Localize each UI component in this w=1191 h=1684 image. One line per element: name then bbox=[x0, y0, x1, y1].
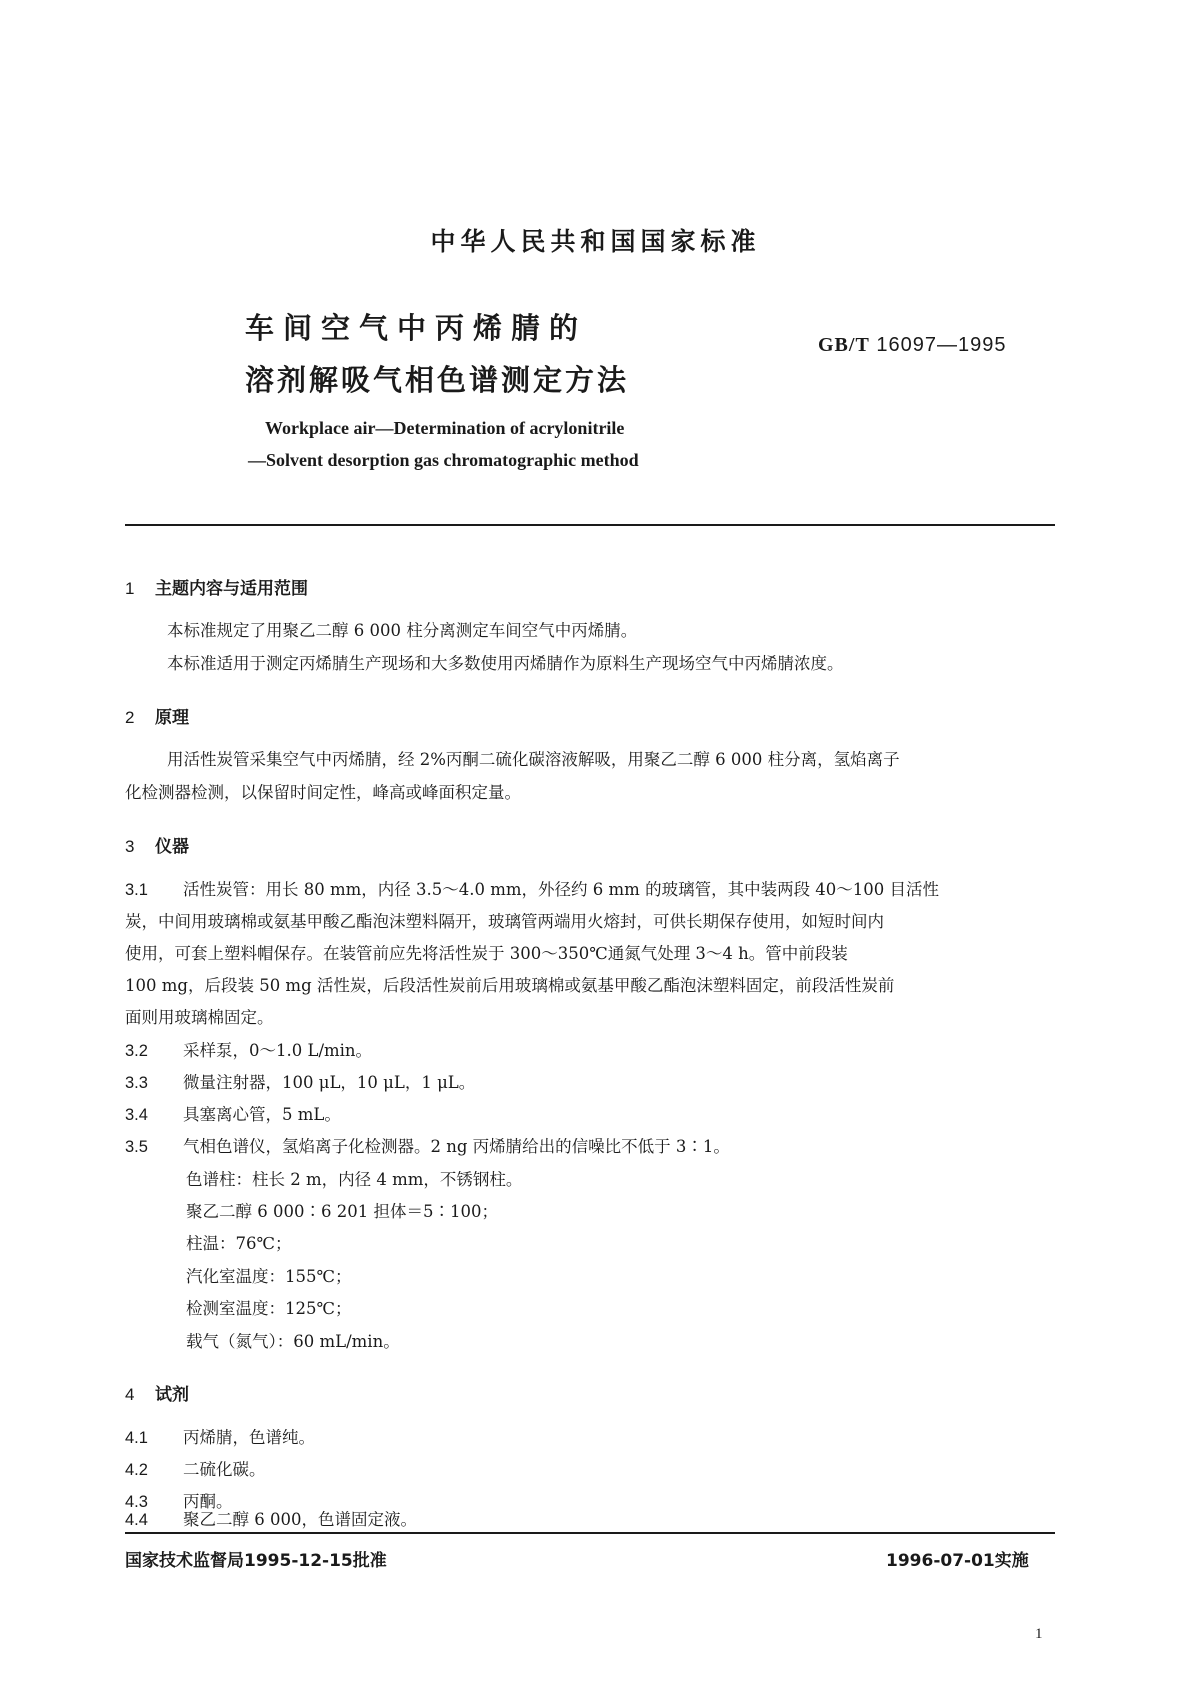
standard-code-prefix: GB/T bbox=[818, 334, 870, 356]
sub-item: 载气（氮气）：60 mL/min。 bbox=[186, 1332, 400, 1351]
sub-item: 汽化室温度：155℃； bbox=[186, 1267, 352, 1286]
item-number: 4.4 bbox=[125, 1511, 148, 1529]
section-4-heading bbox=[125, 1380, 189, 1405]
sub-item: 柱温：76℃； bbox=[186, 1234, 292, 1253]
item-text: 气相色谱仪，氢焰离子化检测器。2 ng 丙烯腈给出的信噪比不低于 3∶1。 bbox=[183, 1137, 730, 1156]
english-title-line-2: —Solvent desorption gas chromatographic method bbox=[248, 450, 639, 470]
section-1-heading bbox=[125, 574, 308, 599]
paragraph: 使用，可套上塑料帽保存。在装管前应先将活性炭于 300～350℃通氮气处理 3～4 h。管中前段装 bbox=[125, 944, 848, 963]
list-item bbox=[125, 1037, 372, 1061]
item-text: 丙烯腈，色谱纯。 bbox=[183, 1428, 315, 1447]
approval-line: 国家技术监督局1995-12-15批准 bbox=[125, 1551, 387, 1571]
section-number: 2 bbox=[125, 708, 135, 727]
item-number: 3.3 bbox=[125, 1074, 148, 1092]
item-number: 3.5 bbox=[125, 1138, 148, 1156]
item-number: 4.1 bbox=[125, 1429, 148, 1447]
section-number: 1 bbox=[125, 579, 135, 598]
item-number: 3.1 bbox=[125, 881, 148, 899]
paragraph: 本标准规定了用聚乙二醇 6 000 柱分离测定车间空气中丙烯腈。 bbox=[167, 621, 638, 640]
list-item bbox=[125, 1456, 266, 1480]
implementation-date: 1996-07-01实施 bbox=[886, 1551, 1029, 1571]
item-number: 4.3 bbox=[125, 1493, 148, 1511]
section-title: 试剂 bbox=[155, 1385, 189, 1405]
standard-code bbox=[818, 334, 1006, 357]
paragraph: 化检测器检测，以保留时间定性，峰高或峰面积定量。 bbox=[125, 783, 521, 802]
list-item bbox=[125, 1069, 475, 1093]
sub-item: 聚乙二醇 6 000∶6 201 担体＝5∶100； bbox=[186, 1202, 498, 1221]
list-item bbox=[125, 876, 939, 900]
list-item bbox=[125, 1506, 417, 1530]
item-text: 采样泵，0～1.0 L/min。 bbox=[183, 1041, 373, 1060]
paragraph: 本标准适用于测定丙烯腈生产现场和大多数使用丙烯腈作为原料生产现场空气中丙烯腈浓度。 bbox=[167, 654, 844, 673]
paragraph: 炭，中间用玻璃棉或氨基甲酸乙酯泡沫塑料隔开，玻璃管两端用火熔封，可供长期保存使用，如短时间内 bbox=[125, 912, 884, 931]
document-title-line-2: 溶剂解吸气相色谱测定方法 bbox=[245, 363, 630, 397]
sub-item: 色谱柱：柱长 2 m，内径 4 mm，不锈钢柱。 bbox=[186, 1170, 523, 1189]
header-divider bbox=[125, 524, 1055, 526]
footer-divider bbox=[125, 1532, 1055, 1534]
item-text: 聚乙二醇 6 000，色谱固定液。 bbox=[183, 1510, 417, 1529]
item-text: 具塞离心管，5 mL。 bbox=[183, 1105, 341, 1124]
paragraph: 100 mg，后段装 50 mg 活性炭，后段活性炭前后用玻璃棉或氨基甲酸乙酯泡沫塑料固定，前段活性炭前 bbox=[125, 976, 895, 995]
list-item bbox=[125, 1101, 341, 1125]
item-text: 微量注射器，100 μL，10 μL，1 μL。 bbox=[183, 1073, 476, 1092]
section-number: 3 bbox=[125, 837, 135, 856]
paragraph: 用活性炭管采集空气中丙烯腈，经 2%丙酮二硫化碳溶液解吸，用聚乙二醇 6 000 柱分离，氢焰离子 bbox=[167, 750, 900, 769]
paragraph: 面则用玻璃棉固定。 bbox=[125, 1008, 274, 1027]
item-text: 活性炭管：用长 80 mm，内径 3.5～4.0 mm，外径约 6 mm 的玻璃管，其中装两段 40～100 目活性 bbox=[183, 880, 940, 899]
page-number: 1 bbox=[1035, 1626, 1043, 1642]
document-title-line-1: 车间空气中丙烯腈的 bbox=[245, 311, 588, 345]
item-number: 3.4 bbox=[125, 1106, 148, 1124]
english-title-line-1: Workplace air—Determination of acrylonitrile bbox=[265, 418, 625, 438]
item-number: 4.2 bbox=[125, 1461, 148, 1479]
list-item bbox=[125, 1424, 315, 1448]
section-title: 主题内容与适用范围 bbox=[155, 579, 308, 599]
national-standard-heading: 中华人民共和国国家标准 bbox=[430, 227, 761, 256]
item-text: 二硫化碳。 bbox=[183, 1460, 266, 1479]
list-item bbox=[125, 1133, 730, 1157]
item-text: 丙酮。 bbox=[183, 1492, 233, 1511]
item-number: 3.2 bbox=[125, 1042, 148, 1060]
section-title: 仪器 bbox=[155, 837, 189, 857]
section-2-heading bbox=[125, 703, 189, 728]
section-3-heading bbox=[125, 832, 189, 857]
section-title: 原理 bbox=[155, 708, 189, 728]
sub-item: 检测室温度：125℃； bbox=[186, 1299, 352, 1318]
standard-code-number: 16097—1995 bbox=[876, 334, 1007, 356]
section-number: 4 bbox=[125, 1385, 135, 1404]
